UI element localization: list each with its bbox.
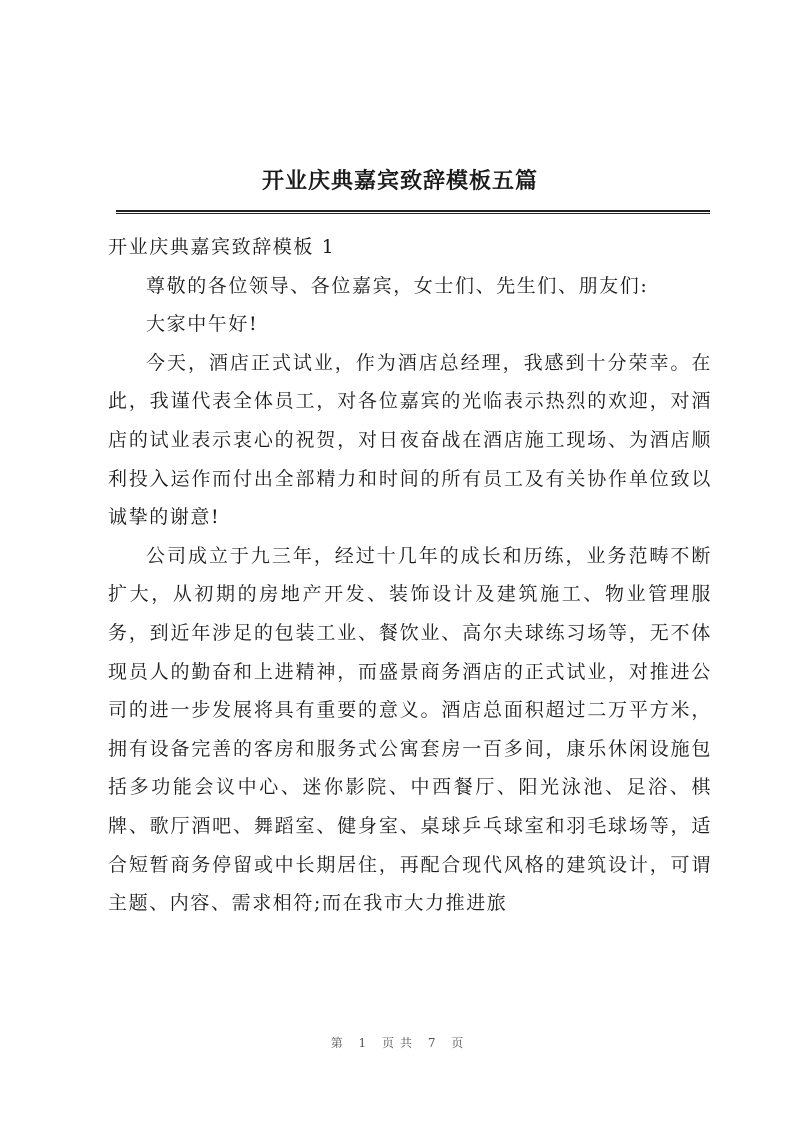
paragraph-welcome: 今天，酒店正式试业，作为酒店总经理，我感到十分荣幸。在此，我谨代表全体员工，对各位嘉宾的光临表示热烈的欢迎，对酒店的试业表示衷心的祝贺，对日夜奋战在酒店施工现场、为酒店顺利投入运作而付出全部精力和时间的所有员工及有关协作单位致以诚挚的谢意! bbox=[108, 351, 712, 529]
paragraph-salutation: 尊敬的各位领导、各位嘉宾，女士们、先生们、朋友们: bbox=[146, 274, 649, 297]
paragraph-company-intro: 公司成立于九三年，经过十几年的成长和历练，业务范畴不断扩大，从初期的房地产开发、装饰设计及建筑施工、物业管理服务，到近年涉足的包装工业、餐饮业、高尔夫球练习场等，无不体现员人的勤奋和上进精神，而盛景商务酒店的正式试业，对推进公司的进一步发展将具有重要的意义。酒店总面积超过二万平方米，拥有设备完善的客房和服务式公寓套房一百多间，康乐休闲设施包括多功能会议中心、迷你影院、中西餐厅、阳光泳池、足浴、棋牌、歌厅酒吧、舞蹈室、健身室、桌球乒乓球室和羽毛球场等，适合短暂商务停留或中长期居住，再配合现代风格的建筑设计，可谓主题、内容、需求相符;而在我市大力推进旅 bbox=[108, 544, 712, 915]
document-body bbox=[108, 228, 712, 923]
page-number-footer: 第 1 页共 7 页 bbox=[330, 1036, 470, 1050]
title-divider bbox=[116, 210, 710, 214]
paragraph-greeting: 大家中午好! bbox=[146, 313, 259, 336]
section-heading: 开业庆典嘉宾致辞模板 1 bbox=[108, 236, 336, 258]
document-title: 开业庆典嘉宾致辞模板五篇 bbox=[261, 168, 538, 194]
